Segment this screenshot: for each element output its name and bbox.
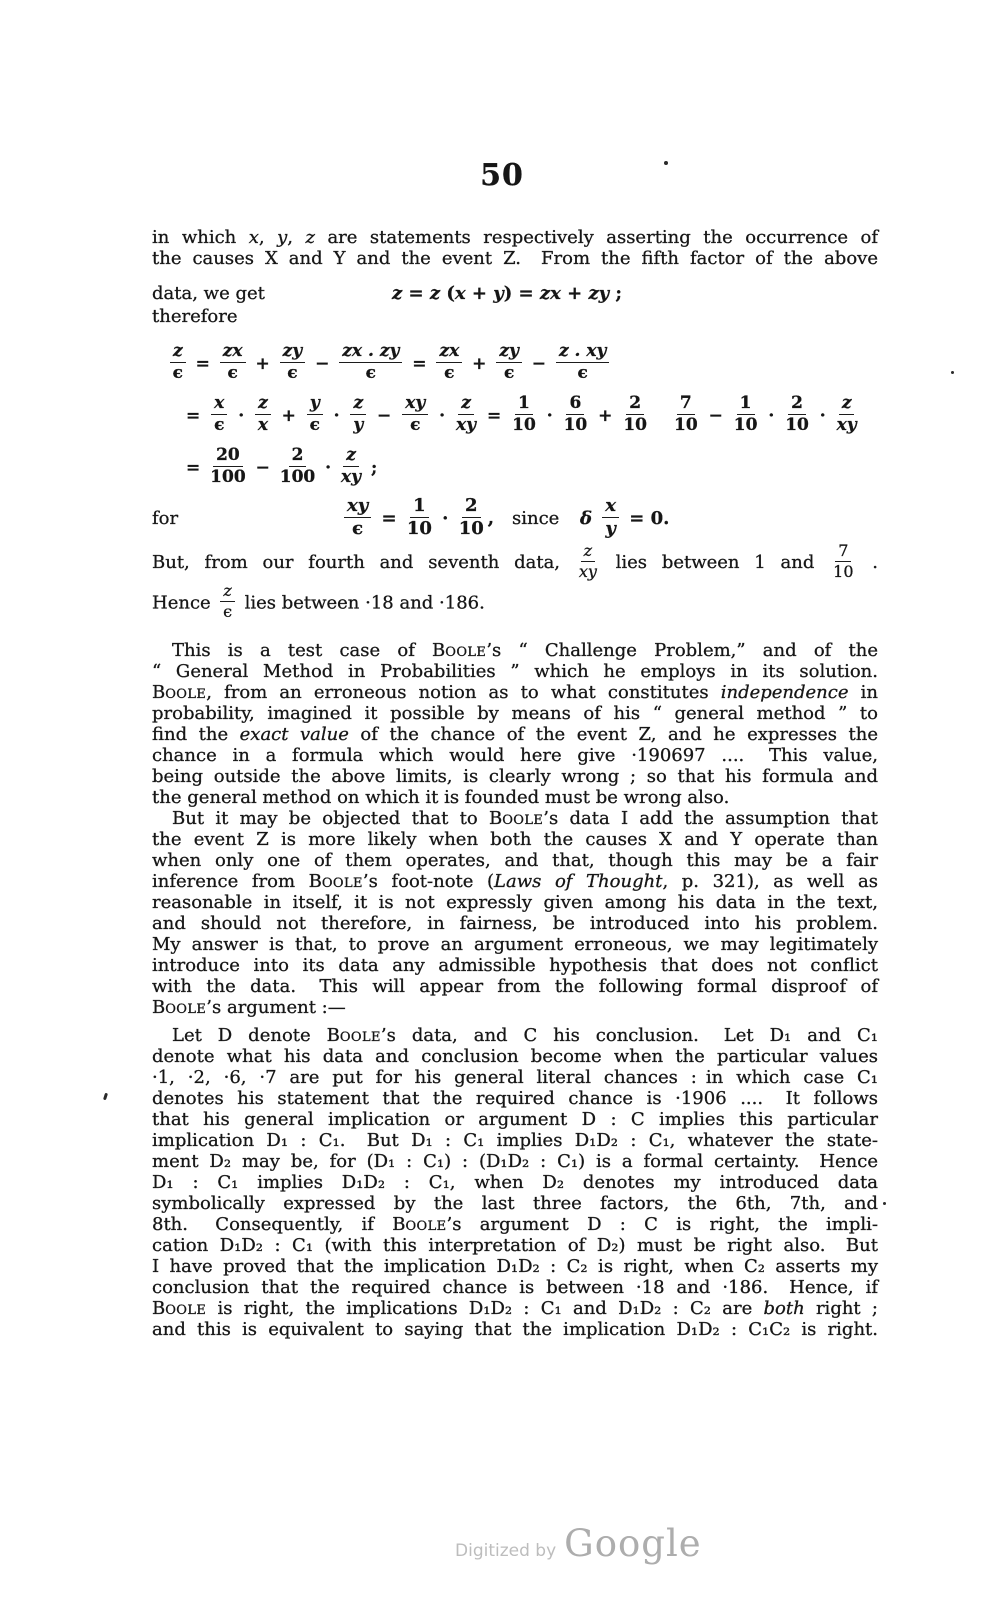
text-line: 8th. Consequently, if Boole’s argument D : C is right, the impli- <box>152 1214 878 1235</box>
inline-equation: z = z (x + y) = zx + zy ; <box>392 283 623 304</box>
text-line: being outside the above limits, is clearly wrong ; so that his formula and <box>152 766 878 787</box>
for-equation-row <box>152 494 878 543</box>
since-text: since <box>512 508 560 529</box>
text-column <box>152 227 878 1340</box>
equation-lead-text: for <box>152 508 179 529</box>
paragraph-test-case <box>152 640 878 808</box>
text-line: Boole’s argument :— <box>152 997 346 1018</box>
text-line: and this is equivalent to saying that the implication D₁D₂ : C₁C₂ is right. <box>152 1319 878 1340</box>
text-line: But, from our fourth and seventh data, $\frac{z}{xy}$ lies between 1 and $\frac{7}{10}$ . <box>152 540 878 581</box>
paragraph-formal-disproof <box>152 1025 878 1340</box>
text-line: inference from Boole’s foot-note (Laws of Thought, p. 321), as well as <box>152 871 878 892</box>
text-line: ·1, ·2, ·6, ·7 are put for his general literal chances : in which case C₁ <box>152 1067 878 1088</box>
text-line: find the exact value of the chance of the event Z, and he expresses the <box>152 724 879 745</box>
text-line: symbolically expressed by the last three factors, the 6th, 7th, and <box>152 1193 878 1214</box>
text-line: chance in a formula which would here give ·190697 .... This value, <box>152 745 878 766</box>
display-equation-line-2: = $\frac{x}{\epsilon}$ · $\frac{z}{x}$ + $\frac{y}{\epsilon}$ · $\frac{z}{y}$ − $\frac{xy}{\epsilon}$ · $\frac{z}{xy}$ = $\frac{1}{10}$ · $\frac{6}{10}$ + $\frac{2}{10}$ $\frac{7}{10}$ − $\frac{1}{10}$ · $\frac{2}{10}$ · $\frac{z}{xy}$ <box>186 393 857 435</box>
digitization-watermark <box>455 1522 702 1565</box>
digitized-by-text: Digitized by <box>455 1541 557 1561</box>
text-line: therefore <box>152 306 238 327</box>
equation-row <box>152 282 878 306</box>
text-line: introduce into its data any admissible hypothesis that does not conflict <box>152 955 878 976</box>
text-line: This is a test case of Boole’s “ Challenge Problem,” and of the <box>172 640 878 661</box>
ink-speck <box>883 1202 886 1205</box>
page-number: 50 <box>480 158 524 193</box>
text-line: when only one of them operates, and that, though this may be a fair <box>152 850 878 871</box>
text-line: I have proved that the implication D₁D₂ : C₂ is right, when C₂ asserts my <box>152 1256 878 1277</box>
equation-lead-text: data, we get <box>152 283 265 304</box>
text-line: Boole, from an erroneous notion as to what constitutes independence in <box>152 682 878 703</box>
inline-equation: $\frac{xy}{\epsilon}$ = $\frac{1}{10}$ · $\frac{2}{10}$ , <box>340 497 494 541</box>
text-line: probability, imagined it possible by means of his “ general method ” to <box>152 703 878 724</box>
text-line: conclusion that the required chance is between ·18 and ·186. Hence, if <box>152 1277 878 1298</box>
text-line: Boole is right, the implications D₁D₂ : C₁ and D₁D₂ : C₂ are both right ; <box>152 1298 878 1319</box>
display-equation-line-3: = $\frac{20}{100}$ − $\frac{2}{100}$ · $\frac{z}{xy}$ ; <box>186 445 378 487</box>
text-line: implication D₁ : C₁. But D₁ : C₁ implies D₁D₂ : C₁, whatever the state- <box>152 1130 878 1151</box>
text-line: D₁ : C₁ implies D₁D₂ : C₁, when D₂ denotes my introduced data <box>152 1172 878 1193</box>
google-logo: Google <box>564 1522 702 1565</box>
text-line: “ General Method in Probabilities ” which he employs in its solution. <box>152 661 878 682</box>
text-line: denote what his data and conclusion become when the particular values <box>152 1046 878 1067</box>
text-line: the event Z is more likely when both the causes X and Y operate than <box>152 829 878 850</box>
paragraph-objection <box>152 808 878 1018</box>
text-line: Let D denote Boole’s data, and C his conclusion. Let D₁ and C₁ <box>172 1025 879 1046</box>
text-line: ment D₂ may be, for (D₁ : C₁) : (D₁D₂ : C₁) is a formal certainty. Hence <box>152 1151 878 1172</box>
text-line: My answer is that, to prove an argument erroneous, we may legitimately <box>152 934 878 955</box>
text-line: But it may be objected that to Boole’s data I add the assumption that <box>172 808 878 829</box>
text-line: that his general implication or argument D : C implies this particular <box>152 1109 878 1130</box>
ink-speck <box>664 161 668 165</box>
text-line: the causes X and Y and the event Z. From the fifth factor of the above <box>152 248 878 269</box>
text-line: the general method on which it is founded must be wrong also. <box>152 787 730 808</box>
text-line: Hence $\frac{z}{\epsilon}$ lies between ·18 and ·186. <box>152 581 485 621</box>
text-line: in which x, y, z are statements respectively asserting the occurrence of <box>152 227 878 248</box>
display-equation-line-1: $\frac{z}{\epsilon}$ = $\frac{zx}{\epsilon}$ + $\frac{zy}{\epsilon}$ − $\frac{zx . zy}{\epsilon}$ = $\frac{zx}{\epsilon}$ + $\frac{zy}{\epsilon}$ − $\frac{z . xy}{\epsilon}$ <box>152 339 878 391</box>
ink-speck <box>951 371 954 374</box>
text-line: and should not therefore, in fairness, be introduced into his problem. <box>152 913 878 934</box>
text-line: cation D₁D₂ : C₁ (with this interpretation of D₂) must be right also. But <box>152 1235 878 1256</box>
text-line: with the data. This will appear from the following formal disproof of <box>152 976 878 997</box>
text-line: reasonable in itself, it is not expressly given among his data in the text, <box>152 892 878 913</box>
inline-equation: δ $\frac{x}{y}$ = 0. <box>580 494 670 539</box>
text-line: denotes his statement that the required chance is ·1906 .... It follows <box>152 1088 878 1109</box>
ink-speck <box>103 1093 108 1101</box>
